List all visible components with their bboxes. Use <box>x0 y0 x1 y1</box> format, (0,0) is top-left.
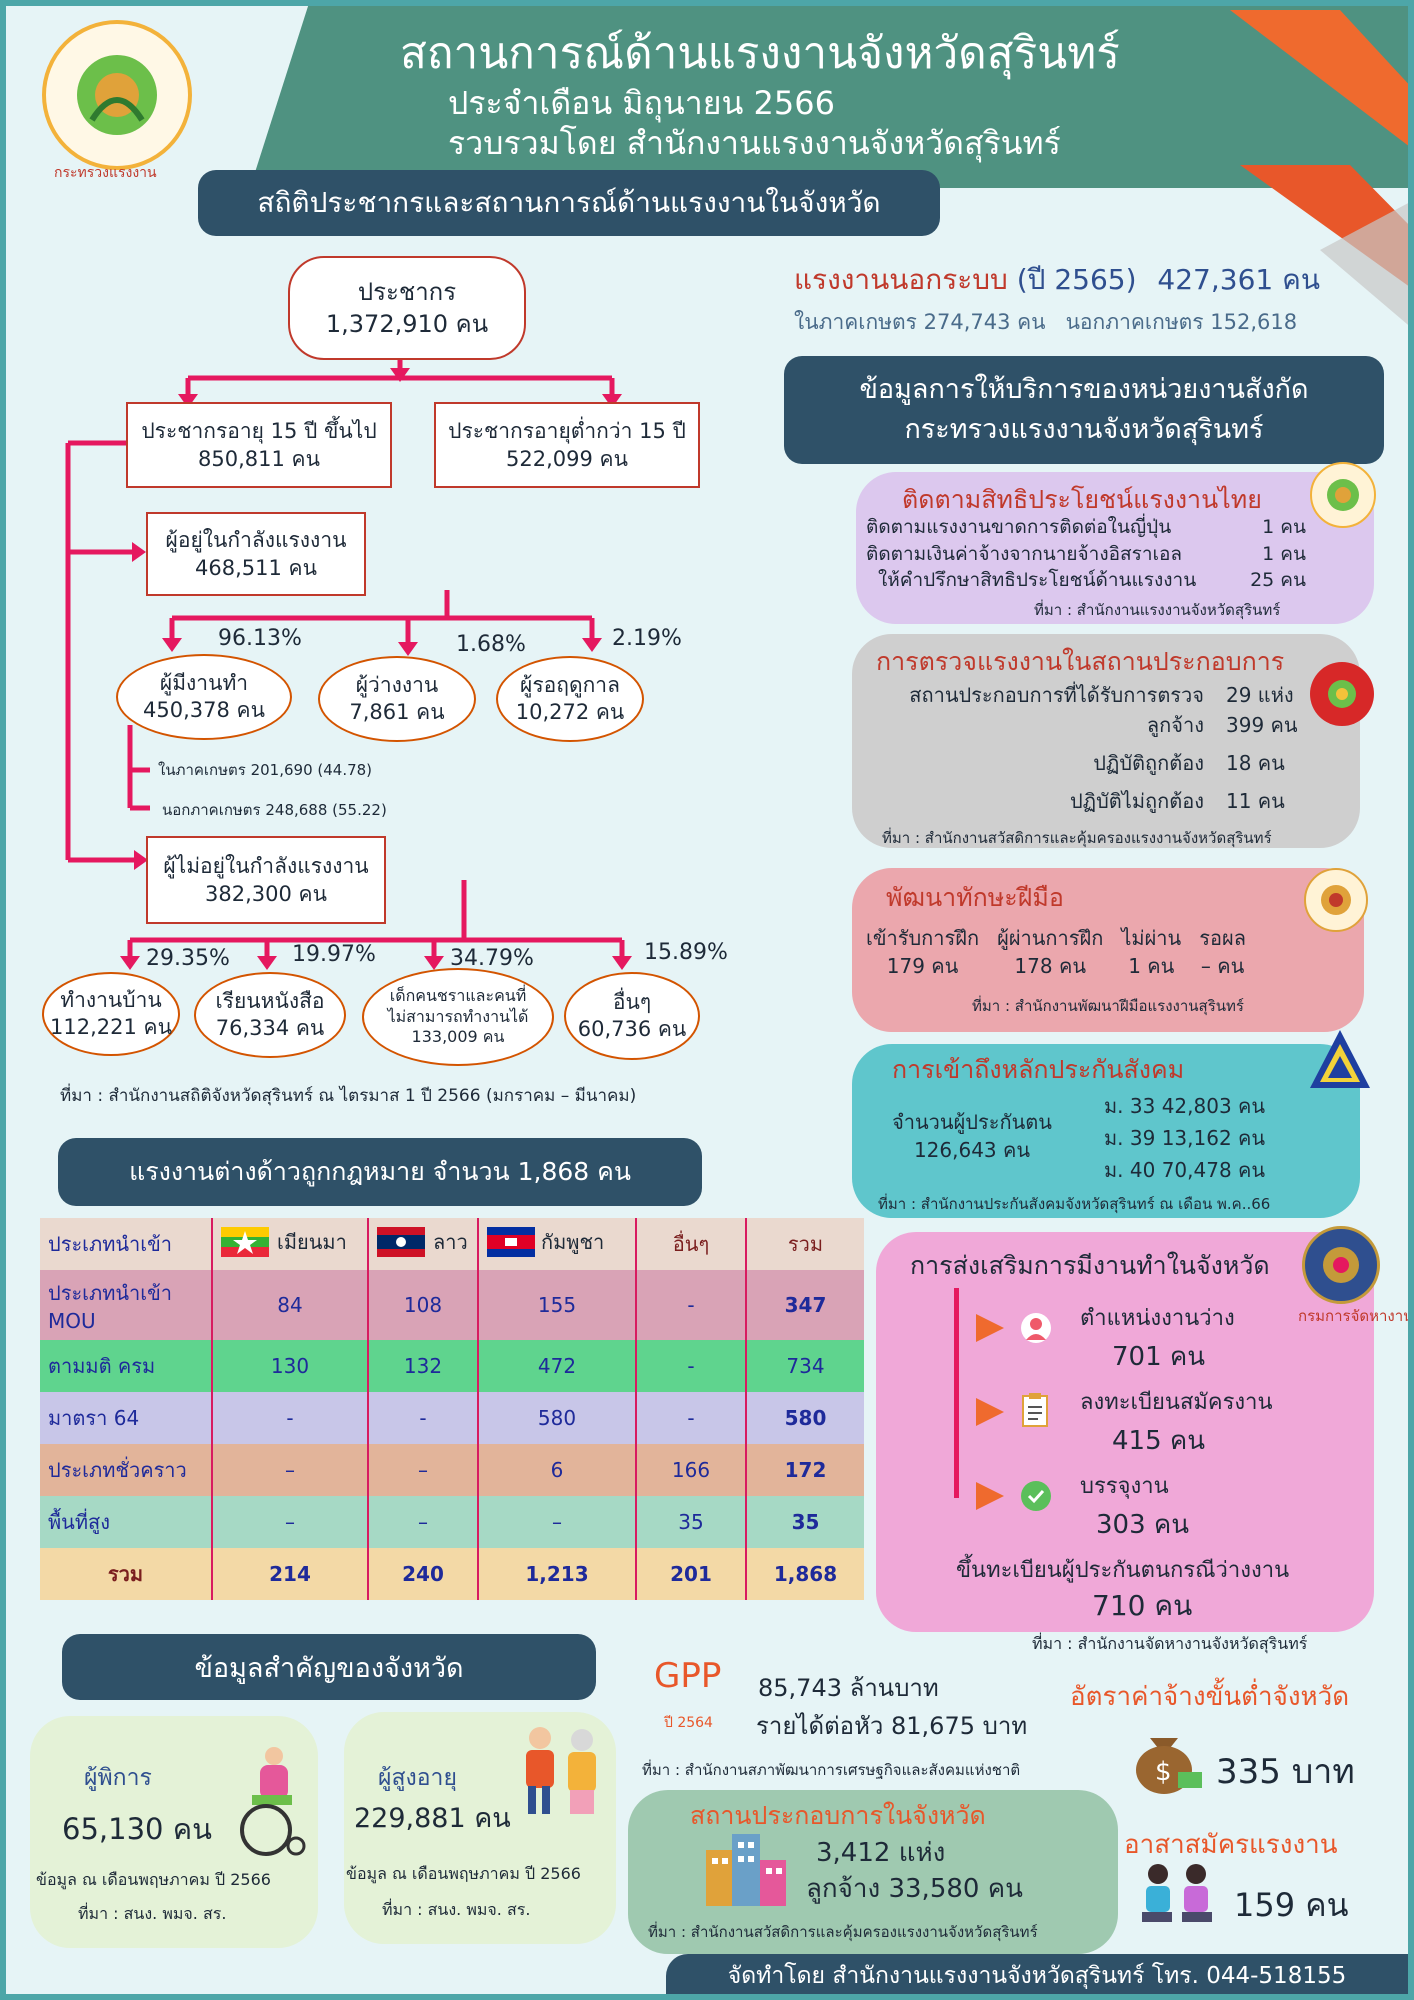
inspection-row-label: ปฏิบัติถูกต้อง <box>1093 751 1204 775</box>
migrant-cell: 132 <box>368 1340 478 1392</box>
inspection-source: ที่มา : สำนักงานสวัสดิการและคุ้มครองแรงงานจังหวัดสุรินทร์ <box>882 829 1272 847</box>
establishments-title: สถานประกอบการในจังหวัด <box>690 1801 986 1830</box>
population-label: ประชากร <box>357 277 457 306</box>
establishments-source: ที่มา : สำนักงานสวัสดิการและคุ้มครองแรงงานจังหวัดสุรินทร์ <box>648 1923 1038 1941</box>
agri-employed: ในภาคเกษตร 201,690 (44.78) <box>158 761 373 779</box>
inspection-row <box>872 710 1304 740</box>
not-labor-box <box>146 836 386 924</box>
informal-total: 427,361 คน <box>1157 263 1320 296</box>
migrant-header-label: เมียนมา <box>277 1230 347 1254</box>
housework-oval <box>42 972 180 1056</box>
migrant-cell: – <box>212 1496 368 1548</box>
rights-title: ติดตามสิทธิประโยชน์แรงงานไทย <box>902 485 1262 514</box>
migrant-header-label: กัมพูชา <box>541 1230 605 1254</box>
volunteer-title: อาสาสมัครแรงงาน <box>1124 1830 1338 1860</box>
services-title <box>784 356 1384 464</box>
page-compiled-by: รวบรวมโดย สำนักงานแรงงานจังหวัดสุรินทร์ <box>448 124 1061 162</box>
migrant-cell: 35 <box>636 1496 746 1548</box>
employed-label: ผู้มีงานทำ <box>159 670 249 695</box>
other-oval <box>564 972 700 1060</box>
in-labor-label: ผู้อยู่ในกำลังแรงงาน <box>165 527 347 552</box>
informal-year: (ปี 2565) <box>1016 263 1137 296</box>
migrant-cell: - <box>636 1340 746 1392</box>
elderly-couple-icon <box>512 1722 608 1822</box>
in-labor-value: 468,511 คน <box>195 556 317 580</box>
check-circle-icon <box>1020 1480 1052 1512</box>
under15-label: ประชากรอายุต่ำกว่า 15 ปี <box>448 418 686 443</box>
employment-item-label: ตำแหน่งงานว่าง <box>1080 1306 1235 1331</box>
deity-emblem-icon <box>1323 475 1363 515</box>
disabled-value: 65,130 คน <box>62 1812 212 1846</box>
gpp-source: ที่มา : สำนักงานสภาพัฒนาการเศรษฐกิจและสังคมแห่งชาติ <box>642 1761 1021 1779</box>
skills-col <box>1121 924 1181 980</box>
rights-card <box>856 472 1374 624</box>
migrant-cell: 214 <box>212 1548 368 1600</box>
migrant-cell-total: 172 <box>784 1458 827 1482</box>
population-section-title: สถิติประชากรและสถานการณ์ด้านแรงงานในจังหวัด <box>198 170 940 236</box>
unemployed-reg-value: 710 คน <box>1092 1589 1193 1622</box>
migrant-cell-total: 347 <box>784 1293 827 1317</box>
inspection-list <box>872 680 1304 816</box>
rights-row-value: 25 คน <box>1250 569 1306 592</box>
migrant-row-label: มาตรา 64 <box>40 1392 212 1444</box>
other-label: อื่นๆ <box>612 989 652 1014</box>
inspection-row-label: ลูกจ้าง <box>1146 713 1204 737</box>
skills-col-label: ผู้ผ่านการฝึก <box>997 926 1104 950</box>
cambodia-flag-icon <box>487 1227 535 1257</box>
housework-pct: 29.35% <box>146 946 230 971</box>
migrant-cell: 6 <box>478 1444 636 1496</box>
laos-flag-icon <box>377 1227 425 1257</box>
not-labor-value: 382,300 คน <box>205 882 327 906</box>
employment-source: ที่มา : สำนักงานจัดหางานจังหวัดสุรินทร์ <box>1032 1634 1308 1653</box>
children-pct: 34.79% <box>450 946 534 971</box>
children-label-2: ไม่สามารถทำงานได้ <box>387 1006 529 1026</box>
volunteer-value: 159 คน <box>1234 1886 1349 1924</box>
rights-row <box>866 514 1306 541</box>
social-source: ที่มา : สำนักงานประกันสังคมจังหวัดสุรินทร์ ณ เดือน พ.ค..66 <box>878 1195 1271 1213</box>
population-box <box>288 256 526 360</box>
rights-list <box>866 514 1306 594</box>
elderly-source: ที่มา : สนง. พมจ. สร. <box>382 1900 531 1919</box>
migrant-row-label: ประเภทนำเข้า MOU <box>40 1270 212 1340</box>
social-insured-label: จำนวนผู้ประกันตน <box>892 1110 1052 1134</box>
housework-value: 112,221 คน <box>50 1015 172 1039</box>
unemployed-label: ผู้ว่างงาน <box>355 672 439 697</box>
services-title-line-2: กระทรวงแรงงานจังหวัดสุรินทร์ <box>904 414 1264 445</box>
migrant-header-type <box>40 1218 212 1270</box>
wheelchair-person-icon <box>222 1740 312 1860</box>
money-bag-icon <box>1128 1720 1204 1796</box>
inspection-row-label: ปฏิบัติไม่ถูกต้อง <box>1069 789 1204 813</box>
disabled-card <box>30 1716 318 1948</box>
seasonal-label: ผู้รอฤดูกาล <box>520 672 620 697</box>
other-pct: 15.89% <box>644 940 728 965</box>
min-wage-title: อัตราค่าจ้างขั้นต่ำจังหวัด <box>1070 1682 1350 1712</box>
migrant-row <box>40 1444 864 1496</box>
migrant-cell: – <box>478 1496 636 1548</box>
migrant-cell: – <box>368 1444 478 1496</box>
social-title: การเข้าถึงหลักประกันสังคม <box>892 1055 1185 1084</box>
employed-pct: 96.13% <box>218 626 302 651</box>
elderly-card <box>344 1712 616 1944</box>
rights-row <box>866 541 1306 568</box>
svg-text:$: $ <box>1155 1757 1172 1787</box>
study-pct: 19.97% <box>292 942 376 967</box>
disabled-source: ที่มา : สนง. พมจ. สร. <box>78 1904 227 1923</box>
sso-logo <box>1306 1026 1374 1098</box>
employment-item-label: บรรจุงาน <box>1080 1474 1169 1499</box>
social-section-row: ม. 33 42,803 คน <box>1104 1094 1266 1118</box>
migrant-header-label: ลาว <box>433 1230 468 1254</box>
skills-col <box>1199 924 1246 980</box>
migrant-header-myanmar <box>212 1218 368 1270</box>
gpp-value: 85,743 ล้านบาท <box>758 1674 939 1702</box>
skills-source: ที่มา : สำนักงานพัฒนาฝีมือแรงงานสุรินทร์ <box>972 997 1244 1015</box>
inspection-row <box>872 786 1304 816</box>
migrant-table <box>40 1218 864 1600</box>
social-sections <box>1104 1090 1265 1186</box>
informal-heading <box>794 258 1320 302</box>
gpp-label: GPP <box>654 1656 722 1696</box>
person-icon <box>1020 1312 1052 1344</box>
not-labor-label: ผู้ไม่อยู่ในกำลังแรงงาน <box>163 853 369 878</box>
disabled-label: ผู้พิการ <box>84 1765 152 1791</box>
inspection-row-value: 29 แห่ง <box>1226 683 1294 707</box>
migrant-cell: 240 <box>368 1548 478 1600</box>
under15-value: 522,099 คน <box>506 447 628 471</box>
under15-box <box>434 402 700 488</box>
min-wage-value: 335 บาท <box>1216 1752 1355 1792</box>
play-arrow-icon <box>974 1312 1006 1344</box>
migrant-cell: 155 <box>478 1270 636 1340</box>
unemployed-value: 7,861 คน <box>349 700 445 724</box>
social-insured-value: 126,643 คน <box>913 1138 1031 1162</box>
footer: จัดทำโดย สำนักงานแรงงานจังหวัดสุรินทร์ โทร. 044-518155 <box>666 1954 1408 1998</box>
skills-col-value: – คน <box>1200 954 1245 978</box>
employment-item-value: 303 คน <box>1096 1510 1190 1540</box>
migrant-cell: – <box>212 1444 368 1496</box>
unemployed-pct: 1.68% <box>456 632 526 657</box>
inspection-row-label: สถานประกอบการที่ได้รับการตรวจ <box>909 683 1204 707</box>
migrant-row <box>40 1340 864 1392</box>
gpp-year: ปี 2564 <box>664 1715 713 1731</box>
seasonal-oval <box>496 656 644 742</box>
disabled-note: ข้อมูล ณ เดือนพฤษภาคม ปี 2566 <box>36 1870 271 1889</box>
migrant-cell: 108 <box>368 1270 478 1340</box>
unemployed-reg-label: ขึ้นทะเบียนผู้ประกันตนกรณีว่างงาน <box>956 1558 1290 1583</box>
migrant-title: แรงงานต่างด้าวถูกกฎหมาย จำนวน 1,868 คน <box>58 1138 702 1206</box>
province-title: ข้อมูลสำคัญของจังหวัด <box>62 1634 596 1700</box>
migrant-header-label: รวม <box>787 1232 824 1256</box>
employed-value: 450,378 คน <box>143 698 265 722</box>
age15up-box <box>126 402 392 488</box>
skills-card <box>852 868 1364 1032</box>
seasonal-value: 10,272 คน <box>515 700 625 724</box>
migrant-header-label: อื่นๆ <box>672 1232 710 1256</box>
migrant-cell: 166 <box>636 1444 746 1496</box>
skills-col-value: 179 คน <box>886 954 959 978</box>
nonagri-employed: นอกภาคเกษตร 248,688 (55.22) <box>162 801 387 819</box>
elderly-value: 229,881 คน <box>354 1803 511 1834</box>
employment-item-value: 415 คน <box>1112 1426 1206 1456</box>
seasonal-pct: 2.19% <box>612 626 682 651</box>
myanmar-flag-icon <box>221 1227 269 1257</box>
migrant-cell: - <box>368 1392 478 1444</box>
migrant-row-label: ตามมติ ครม <box>40 1340 212 1392</box>
welfare-dept-logo <box>1310 662 1374 726</box>
employment-dept-logo-text: กรมการจัดหางาน <box>1298 1307 1414 1325</box>
skills-col-label: เข้ารับการฝึก <box>866 926 980 950</box>
rights-row-label: ติดตามเงินค่าจ้างจากนายจ้างอิสราเอล <box>866 542 1183 565</box>
migrant-cell: - <box>636 1270 746 1340</box>
children-oval <box>362 968 554 1066</box>
skills-col <box>997 924 1103 980</box>
migrant-cell: – <box>368 1496 478 1548</box>
migrant-row-label: พื้นที่สูง <box>40 1496 212 1548</box>
study-oval <box>194 972 346 1058</box>
migrant-row <box>40 1270 864 1340</box>
unemployed-oval <box>318 656 476 742</box>
clipboard-icon <box>1020 1392 1050 1428</box>
employment-divider <box>954 1288 959 1498</box>
buildings-icon <box>702 1830 788 1906</box>
inspection-row-value: 11 คน <box>1226 789 1285 813</box>
migrant-cell: 472 <box>478 1340 636 1392</box>
other-value: 60,736 คน <box>577 1017 687 1041</box>
rights-row <box>866 567 1306 594</box>
inspection-row <box>872 748 1304 778</box>
volunteers-icon <box>1132 1862 1222 1938</box>
social-section-row: ม. 40 70,478 คน <box>1104 1158 1266 1182</box>
social-card <box>852 1044 1360 1218</box>
migrant-cell: 201 <box>636 1548 746 1600</box>
skills-col <box>866 924 979 980</box>
employment-card <box>876 1232 1374 1632</box>
deity-emblem-icon <box>1316 880 1356 920</box>
inspection-row-value: 399 คน <box>1226 713 1298 737</box>
inspection-title: การตรวจแรงงานในสถานประกอบการ <box>876 647 1285 676</box>
informal-title: แรงงานนอกระบบ <box>794 263 1008 296</box>
skills-col-label: ไม่ผ่าน <box>1121 926 1182 950</box>
page-title: สถานการณ์ด้านแรงงานจังหวัดสุรินทร์ <box>400 28 1120 79</box>
skills-col-value: 1 คน <box>1128 954 1175 978</box>
migrant-cell-total: 1,868 <box>773 1562 838 1586</box>
employment-title: การส่งเสริมการมีงานทำในจังหวัด <box>910 1251 1270 1280</box>
rights-source: ที่มา : สำนักงานแรงงานจังหวัดสุรินทร์ <box>1034 601 1281 619</box>
rights-row-value: 1 คน <box>1262 516 1306 538</box>
gpp-per-capita: รายได้ต่อหัว 81,675 บาท <box>756 1712 1028 1740</box>
skills-columns <box>866 924 1246 980</box>
population-value: 1,372,910 คน <box>325 310 489 338</box>
skill-dev-logo <box>1304 868 1368 932</box>
migrant-cell: 130 <box>212 1340 368 1392</box>
page-month: ประจำเดือน มิถุนายน 2566 <box>448 84 835 122</box>
study-label: เรียนหนังสือ <box>215 988 325 1013</box>
employment-item-label: ลงทะเบียนสมัครงาน <box>1080 1390 1273 1415</box>
skills-col-value: 178 คน <box>1014 954 1087 978</box>
migrant-header-cambodia <box>478 1218 636 1270</box>
rights-row-label: ให้คำปรึกษาสิทธิประโยชน์ด้านแรงงาน <box>878 569 1197 592</box>
skills-col-label: รอผล <box>1199 926 1246 950</box>
in-labor-box <box>146 512 366 596</box>
inspection-card <box>852 634 1360 848</box>
labor-office-logo <box>1310 462 1376 528</box>
rights-row-label: ติดตามแรงงานขาดการติดต่อในญี่ปุ่น <box>866 516 1172 538</box>
migrant-cell: - <box>212 1392 368 1444</box>
deity-emblem-icon <box>1322 674 1362 714</box>
rights-row-value: 1 คน <box>1262 542 1306 565</box>
sso-triangle-icon <box>1306 1026 1374 1094</box>
services-title-line-1: ข้อมูลการให้บริการของหน่วยงานสังกัด <box>859 373 1309 405</box>
migrant-header-row <box>40 1218 864 1270</box>
play-arrow-icon <box>974 1396 1006 1428</box>
employment-dept-logo <box>1302 1226 1380 1304</box>
migrant-header-other <box>636 1218 746 1270</box>
migrant-cell-total: 35 <box>791 1510 820 1534</box>
establishments-employees: ลูกจ้าง 33,580 คน <box>806 1874 1023 1904</box>
migrant-row <box>40 1496 864 1548</box>
social-insured <box>872 1108 1072 1164</box>
age15up-value: 850,811 คน <box>198 447 320 471</box>
migrant-cell: 580 <box>478 1392 636 1444</box>
study-value: 76,334 คน <box>215 1016 325 1040</box>
ministry-logo-text: กระทรวงแรงงาน <box>54 165 157 181</box>
skills-title: พัฒนาทักษะฝีมือ <box>886 883 1064 912</box>
migrant-header-total <box>746 1218 864 1270</box>
migrant-header-laos <box>368 1218 478 1270</box>
age15up-label: ประชากรอายุ 15 ปี ขึ้นไป <box>141 418 377 443</box>
migrant-row-label: รวม <box>40 1548 212 1600</box>
elderly-note: ข้อมูล ณ เดือนพฤษภาคม ปี 2566 <box>346 1864 581 1883</box>
migrant-cell: - <box>636 1392 746 1444</box>
inspection-row-value: 18 คน <box>1226 751 1285 775</box>
migrant-row <box>40 1392 864 1444</box>
social-section-row: ม. 39 13,162 คน <box>1104 1126 1266 1150</box>
migrant-total-row <box>40 1548 864 1600</box>
deity-emblem-icon <box>1317 1241 1365 1289</box>
employment-item-value: 701 คน <box>1112 1342 1206 1372</box>
informal-detail: ในภาคเกษตร 274,743 คน นอกภาคเกษตร 152,618 <box>794 310 1298 334</box>
migrant-cell-total: 734 <box>786 1354 825 1378</box>
housework-label: ทำงานบ้าน <box>60 987 162 1012</box>
migrant-cell-total: 580 <box>784 1406 827 1430</box>
migrant-header-label: ประเภทนำเข้า <box>48 1232 173 1256</box>
migrant-row-label: ประเภทชั่วคราว <box>40 1444 212 1496</box>
migrant-cell: 1,213 <box>478 1548 636 1600</box>
elderly-label: ผู้สูงอายุ <box>378 1765 457 1791</box>
establishments-card <box>628 1790 1118 1954</box>
inspection-row <box>872 680 1304 710</box>
employed-oval <box>116 654 292 740</box>
play-arrow-icon <box>974 1480 1006 1512</box>
children-label-1: เด็กคนชราและคนที่ <box>389 985 527 1005</box>
migrant-cell: 84 <box>212 1270 368 1340</box>
children-value: 133,009 คน <box>411 1027 505 1047</box>
establishments-count: 3,412 แห่ง <box>816 1838 946 1868</box>
population-source: ที่มา : สำนักงานสถิติจังหวัดสุรินทร์ ณ ไตรมาส 1 ปี 2566 (มกราคม – มีนาคม) <box>60 1086 637 1106</box>
